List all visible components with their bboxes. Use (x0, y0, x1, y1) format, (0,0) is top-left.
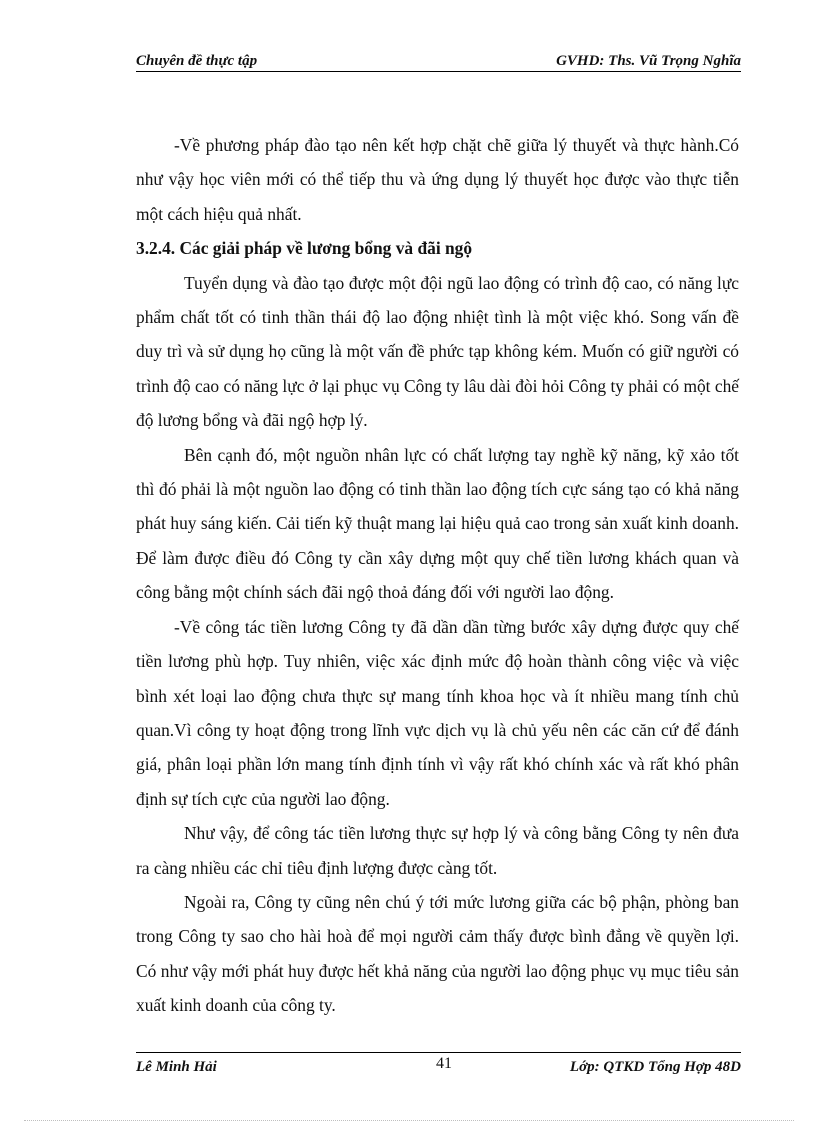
paragraph-human-resources: Bên cạnh đó, một nguồn nhân lực có chất lượng tay nghề kỹ năng, kỹ xảo tốt thì đó phải là một nguồn lao động có tinh thần lao động tích cực sáng tạo có khả năng phát huy sáng kiến. Cải tiến kỹ thuật mang lại hiệu quả cao trong sản xuất kinh doanh. Để làm được điều đó Công ty cần xây dựng một quy chế tiền lương khách quan và công bằng một chính sách đãi ngộ thoả đáng đối với người lao động. (136, 444, 739, 603)
paragraph-training-method: -Về phương pháp đào tạo nên kết hợp chặt chẽ giữa lý thuyết và thực hành.Có như vậy học viên mới có thể tiếp thu và ứng dụng lý thuyết học được vào thực tiễn một cách hiệu quả nhất. (136, 135, 739, 224)
page-footer (136, 1052, 741, 1081)
footer-author: Lê Minh Hải (136, 1059, 217, 1075)
paragraph-salary-work: -Về công tác tiền lương Công ty đã dần dần từng bước xây dựng được quy chế tiền lương phù hợp. Tuy nhiên, việc xác định mức độ hoàn thành công việc và việc bình xét loại lao động chưa thực sự mang tính khoa học và ít nhiều mang tính chủ quan.Vì công ty hoạt động trong lĩnh vực dịch vụ là chủ yếu nên các căn cứ để đánh giá, phân loại phần lớn mang tính định tính vì vậy rất khó chính xác và rất khó phân định sự tích cực của người lao động. (136, 616, 739, 809)
section-heading: 3.2.4. Các giải pháp về lương bổng và đãi ngộ (136, 238, 473, 259)
paragraph-salary-balance: Ngoài ra, Công ty cũng nên chú ý tới mức lương giữa các bộ phận, phòng ban trong Công ty sao cho hài hoà để mọi người cảm thấy được bình đẳng về quyền lợi. Có như vậy mới phát huy được hết khả năng của người lao động phục vụ mục tiêu sản xuất kinh doanh của công ty. (136, 891, 739, 1016)
page-edge-divider (24, 1120, 794, 1121)
document-body (136, 128, 739, 1023)
header-report-title: Chuyên đề thực tập (136, 53, 258, 69)
page-number: 41 (436, 1055, 452, 1072)
footer-class: Lớp: QTKD Tổng Hợp 48D (569, 1059, 741, 1075)
header-supervisor: GVHD: Ths. Vũ Trọng Nghĩa (556, 53, 741, 69)
paragraph-recruitment: Tuyển dụng và đào tạo được một đội ngũ lao động có trình độ cao, có năng lực phẩm chất tốt có tinh thần thái độ lao động nhiệt tình là một việc khó. Song vấn đề duy trì và sử dụng họ cũng là một vấn đề phức tạp không kém. Muốn có giữ người có trình độ cao có năng lực ở lại phục vụ Công ty lâu dài đòi hỏi Công ty phải có một chế độ lương bổng và đãi ngộ hợp lý. (136, 272, 739, 431)
page-header (136, 48, 741, 72)
paragraph-quantitative-criteria: Như vậy, để công tác tiền lương thực sự hợp lý và công bằng Công ty nên đưa ra càng nhiều các chỉ tiêu định lượng được càng tốt. (136, 823, 739, 878)
